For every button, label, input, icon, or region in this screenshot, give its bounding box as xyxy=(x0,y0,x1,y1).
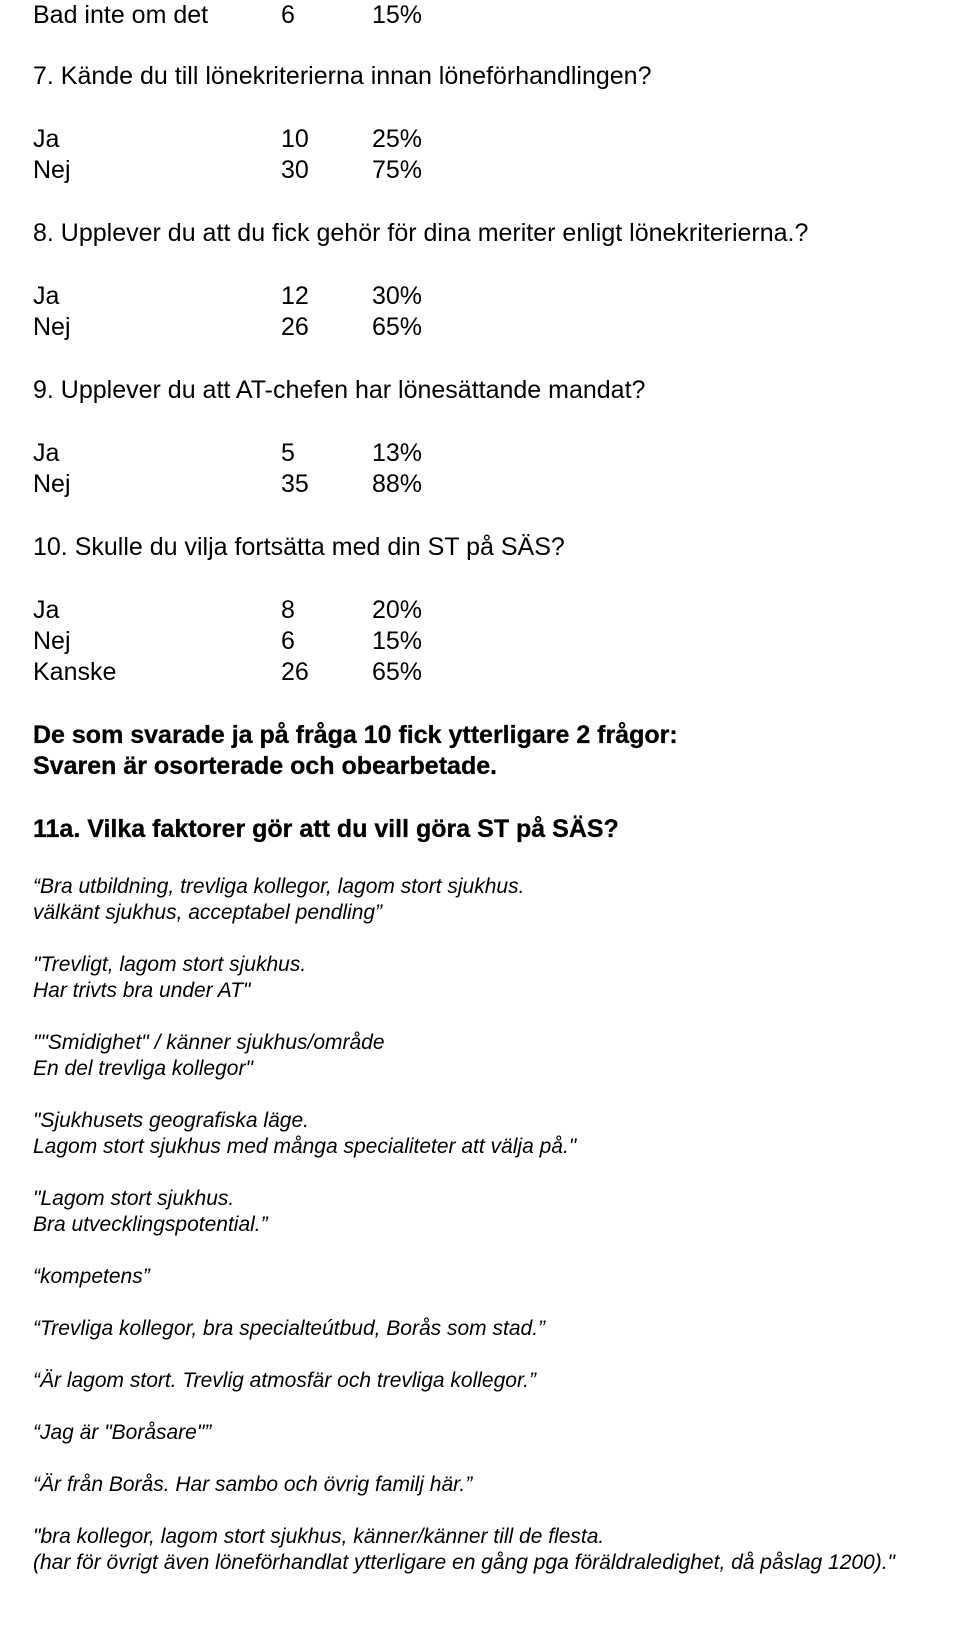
response-line: "Sjukhusets geografiska läge. xyxy=(33,1109,309,1132)
response-line: “Är lagom stort. Trevlig atmosfär och trevliga kollegor.” xyxy=(33,1369,536,1392)
answer-row xyxy=(33,312,533,342)
answer-label: Ja xyxy=(33,439,60,467)
answer-row xyxy=(33,657,533,687)
followup-note-line2: Svaren är osorterade och obearbetade. xyxy=(33,752,498,780)
answer-percent: 75% xyxy=(372,156,423,184)
answer-count: 6 xyxy=(281,1,295,29)
answer-row xyxy=(33,626,533,656)
answer-label: Ja xyxy=(33,596,60,624)
answer-row xyxy=(33,155,533,185)
question-10: 10. Skulle du vilja fortsätta med din ST på SÄS? xyxy=(33,533,565,561)
question-7: 7. Kände du till lönekriterierna innan löneförhandlingen? xyxy=(33,62,652,90)
answer-percent: 88% xyxy=(372,470,423,498)
answer-label: Nej xyxy=(33,470,71,498)
response-line: “kompetens” xyxy=(33,1265,150,1288)
response-line: ""Smidighet" / känner sjukhus/område xyxy=(33,1031,385,1054)
answer-percent: 15% xyxy=(372,627,423,655)
answer-percent: 65% xyxy=(372,313,423,341)
response-line: (har för övrigt även löneförhandlat ytterligare en gång pga föräldraledighet, då påslag 1200)." xyxy=(33,1551,896,1574)
answer-count: 6 xyxy=(281,627,295,655)
answer-row xyxy=(33,595,533,625)
answer-row xyxy=(33,124,533,154)
response-line: “Är från Borås. Har sambo och övrig familj här.” xyxy=(33,1473,473,1496)
answer-count: 10 xyxy=(281,125,309,153)
answer-count: 35 xyxy=(281,470,309,498)
answer-count: 26 xyxy=(281,313,309,341)
response-line: Lagom stort sjukhus med många specialiteter att välja på." xyxy=(33,1135,577,1158)
answer-label: Ja xyxy=(33,125,60,153)
response-line: välkänt sjukhus, acceptabel pendling” xyxy=(33,901,383,924)
answer-percent: 25% xyxy=(372,125,423,153)
answer-percent: 13% xyxy=(372,439,423,467)
answer-row xyxy=(33,469,533,499)
question-11a: 11a. Vilka faktorer gör att du vill göra ST på SÄS? xyxy=(33,815,619,843)
answer-label: Bad inte om det xyxy=(33,1,209,29)
answer-percent: 30% xyxy=(372,282,423,310)
response-line: En del trevliga kollegor" xyxy=(33,1057,253,1080)
response-line: Bra utvecklingspotential.” xyxy=(33,1213,268,1236)
answer-label: Nej xyxy=(33,313,71,341)
response-line: Har trivts bra under AT" xyxy=(33,979,251,1002)
answer-percent: 15% xyxy=(372,1,423,29)
question-9: 9. Upplever du att AT-chefen har lönesättande mandat? xyxy=(33,376,646,404)
answer-percent: 20% xyxy=(372,596,423,624)
response-line: “Bra utbildning, trevliga kollegor, lagom stort sjukhus. xyxy=(33,875,525,898)
answer-count: 26 xyxy=(281,658,309,686)
answer-row xyxy=(33,0,533,30)
answer-row xyxy=(33,281,533,311)
response-line: “Jag är "Boråsare"” xyxy=(33,1421,212,1444)
answer-count: 5 xyxy=(281,439,295,467)
answer-count: 12 xyxy=(281,282,309,310)
response-line: “Trevliga kollegor, bra specialteútbud, Borås som stad.” xyxy=(33,1317,546,1340)
answer-count: 8 xyxy=(281,596,295,624)
answer-label: Kanske xyxy=(33,658,117,686)
answer-label: Nej xyxy=(33,156,71,184)
answer-count: 30 xyxy=(281,156,309,184)
answer-label: Nej xyxy=(33,627,71,655)
response-line: "Lagom stort sjukhus. xyxy=(33,1187,235,1210)
answer-label: Ja xyxy=(33,282,60,310)
question-8: 8. Upplever du att du fick gehör för dina meriter enligt lönekriterierna.? xyxy=(33,219,809,247)
answer-row xyxy=(33,438,533,468)
answer-percent: 65% xyxy=(372,658,423,686)
response-line: "bra kollegor, lagom stort sjukhus, känner/känner till de flesta. xyxy=(33,1525,605,1548)
followup-note-line1: De som svarade ja på fråga 10 fick ytterligare 2 frågor: xyxy=(33,721,678,749)
response-line: "Trevligt, lagom stort sjukhus. xyxy=(33,953,307,976)
